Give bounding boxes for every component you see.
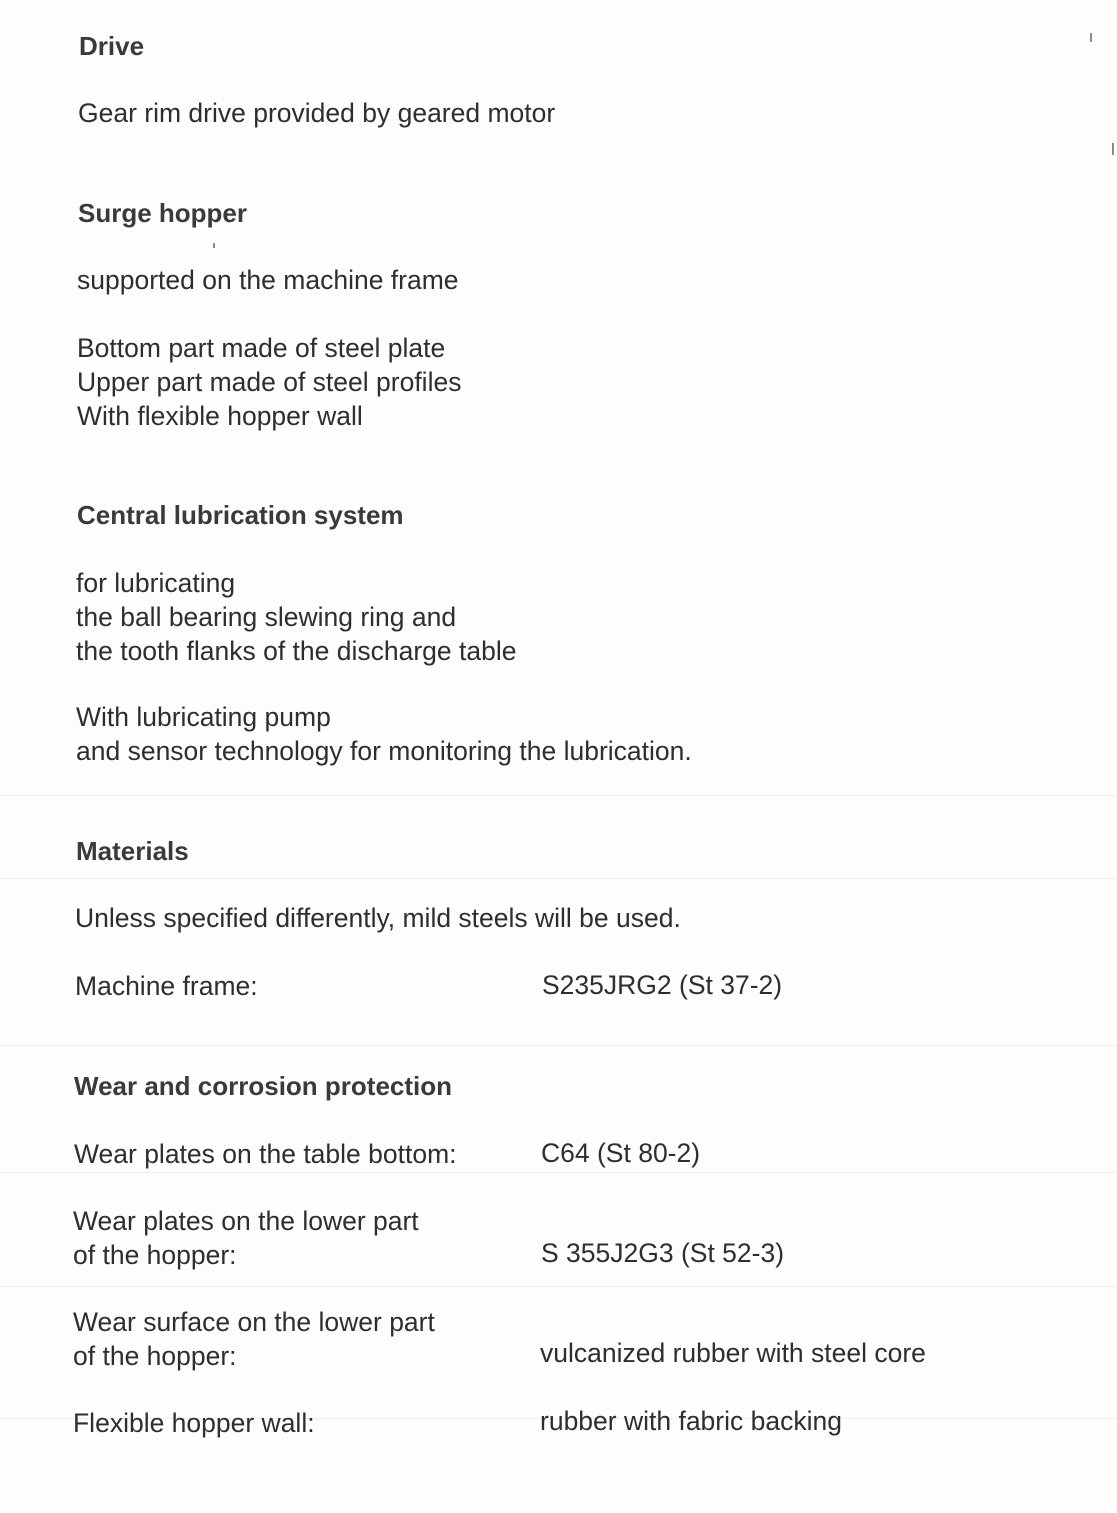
surge-hopper-support: supported on the machine frame [77,265,459,295]
scan-artifact-line [0,1045,1117,1046]
lubrication-purpose [76,566,517,668]
section-heading-drive: Drive [79,31,145,61]
surge-hopper-line: With flexible hopper wall [77,401,363,431]
wear-row-value: vulcanized rubber with steel core [540,1338,926,1368]
lubrication-line: the tooth flanks of the discharge table [76,636,517,666]
lubrication-equipment [76,700,692,768]
wear-label-line: Wear plates on the lower part [73,1206,419,1236]
wear-row-value: rubber with fabric backing [540,1406,842,1436]
scan-speck [213,243,215,248]
wear-label-line: of the hopper: [73,1240,237,1270]
scan-artifact-line [0,1172,1117,1173]
wear-label-line: Wear surface on the lower part [73,1307,435,1337]
wear-row-value: C64 (St 80-2) [541,1138,701,1168]
machine-frame-label: Machine frame: [75,971,258,1001]
drive-description: Gear rim drive provided by geared motor [78,98,556,128]
wear-row-label [73,1406,315,1440]
section-heading-materials: Materials [76,836,189,866]
surge-hopper-construction [77,331,461,433]
scan-artifact-line [0,795,1117,796]
section-heading-surge-hopper: Surge hopper [78,198,248,228]
surge-hopper-line: Bottom part made of steel plate [77,333,446,363]
wear-label-line: of the hopper: [73,1341,237,1371]
section-heading-lubrication: Central lubrication system [77,500,404,530]
wear-label-line: Wear plates on the table bottom: [74,1139,457,1169]
scan-artifact-line [0,1286,1117,1287]
machine-frame-value: S235JRG2 (St 37-2) [542,970,783,1000]
lubrication-line: the ball bearing slewing ring and [76,602,457,632]
materials-note: Unless specified differently, mild steels will be used. [75,903,681,933]
scan-speck [1090,33,1092,42]
lubrication-line: With lubricating pump [76,702,331,732]
surge-hopper-line: Upper part made of steel profiles [77,367,462,397]
lubrication-line: and sensor technology for monitoring the lubrication. [76,736,692,766]
wear-label-line: Flexible hopper wall: [73,1408,315,1438]
section-heading-wear-protection: Wear and corrosion protection [74,1071,453,1101]
wear-row-label [74,1137,457,1171]
wear-row-label [73,1204,419,1272]
wear-row-label [73,1305,435,1373]
lubrication-line: for lubricating [76,568,236,598]
scan-speck [1112,143,1114,155]
wear-row-value: S 355J2G3 (St 52-3) [541,1238,785,1268]
scan-artifact-line [0,878,1117,879]
